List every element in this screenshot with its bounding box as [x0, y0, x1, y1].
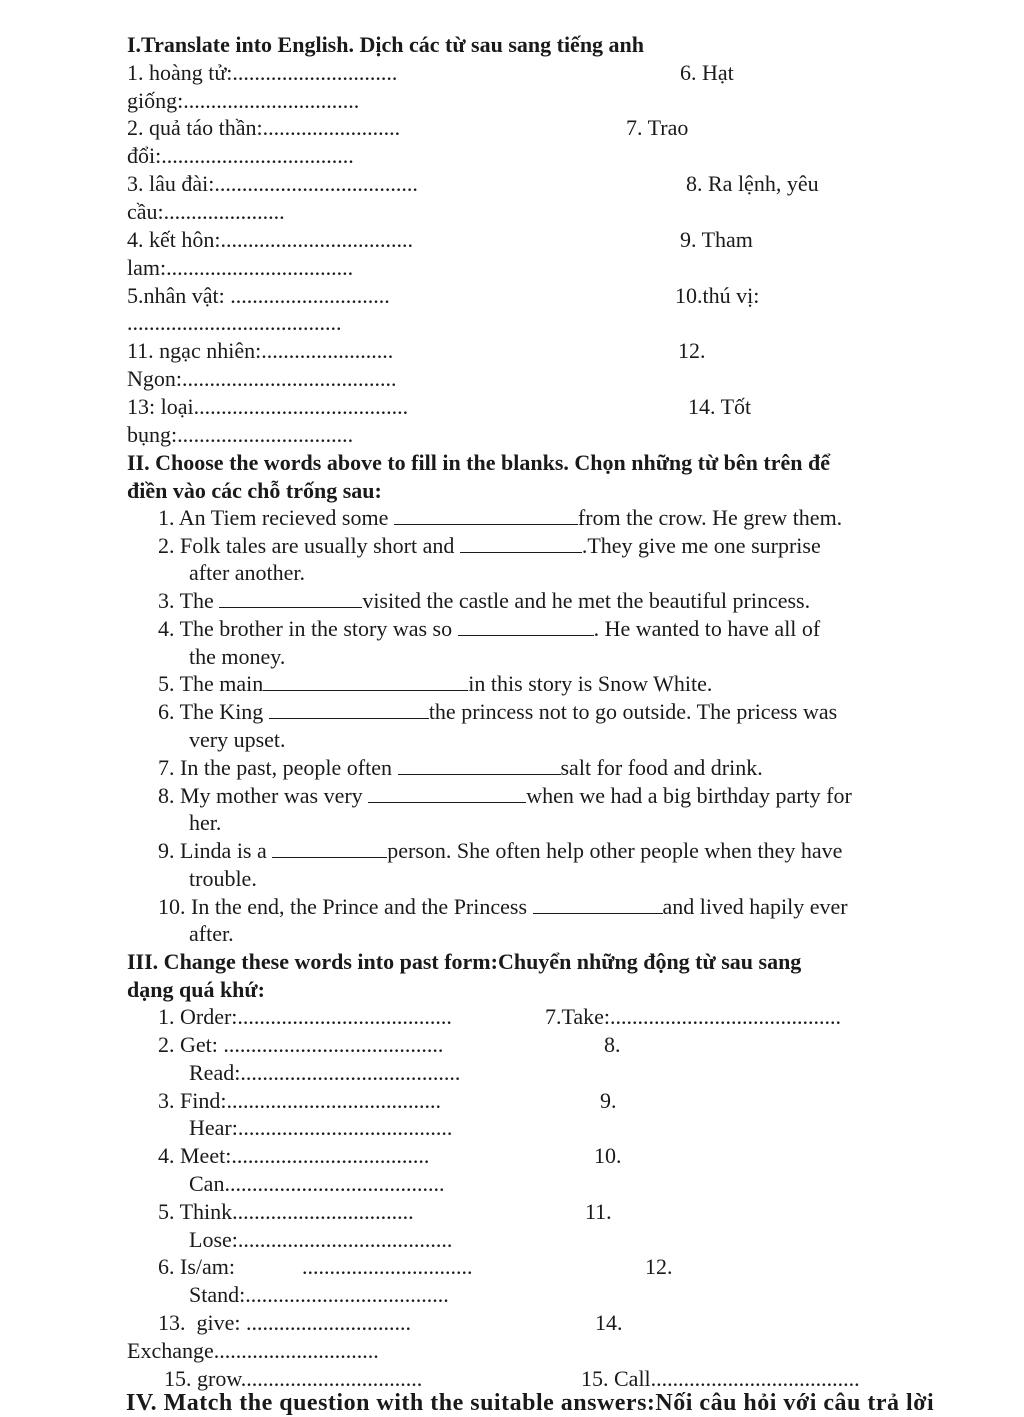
s2-item-3-blank[interactable] — [219, 587, 362, 608]
s3-row7-right: 14. — [595, 1310, 623, 1335]
s3-row1-left: 1. Order:....................................... — [158, 1004, 452, 1029]
section-3-title-line2: dạng quá khứ: — [127, 977, 265, 1002]
s1-row3-left: 3. lâu đài:..................................... — [127, 171, 418, 196]
s2-item-5-blank[interactable] — [263, 670, 468, 691]
s2-item-1: 1. An Tiem recieved some from the crow. He grew them. — [158, 505, 843, 530]
s1-row7-left: 13: loại....................................... — [127, 394, 409, 419]
s2-item-2: 2. Folk tales are usually short and .They give me one surprise — [158, 533, 821, 558]
s3-row1-right: 7.Take:.......................................... — [545, 1004, 842, 1029]
s1-row3-cont: cầu:...................... — [127, 199, 285, 224]
s1-row5-cont: ....................................... — [127, 310, 342, 335]
s1-row2-left: 2. quả táo thần:......................... — [127, 115, 401, 140]
s2-item-6-blank[interactable] — [269, 698, 429, 719]
s3-row4-cont: Can........................................ — [189, 1171, 445, 1196]
section-1-title: I.Translate into English. Dịch các từ sau sang tiếng anh — [127, 32, 645, 57]
s3-row6-left: 6. Is/am: — [158, 1254, 235, 1279]
s2-item-9-blank[interactable] — [272, 837, 387, 858]
s2-item-10-blank[interactable] — [533, 893, 663, 914]
s3-row3-right: 9. — [600, 1088, 617, 1113]
s2-item-4: 4. The brother in the story was so . He wanted to have all of — [158, 616, 821, 641]
s2-item-5: 5. The main in this story is Snow White. — [158, 671, 713, 696]
s2-item-10-cont: after. — [189, 921, 234, 946]
s1-row4-cont: lam:.................................. — [127, 255, 354, 280]
section-2-title-line2: điền vào các chỗ trống sau: — [127, 478, 382, 503]
s3-row7-left: 13. give: .............................. — [158, 1310, 411, 1335]
s2-item-4-blank[interactable] — [458, 615, 594, 636]
section-4-title-cut: IV. Match the question with the suitable answers:Nối câu hỏi với câu trả lời — [126, 1390, 935, 1416]
s3-row3-left: 3. Find:....................................... — [158, 1088, 441, 1113]
s1-row6-left: 11. ngạc nhiên:........................ — [127, 338, 394, 363]
s3-row2-left: 2. Get: ........................................ — [158, 1032, 444, 1057]
s3-row5-cont: Lose:....................................... — [189, 1227, 453, 1252]
s2-item-10: 10. In the end, the Prince and the Princess and lived hapily ever — [158, 894, 848, 919]
s3-row8-right: 15. Call...................................... — [581, 1366, 860, 1391]
s2-item-9: 9. Linda is a person. She often help other people when they have — [158, 838, 843, 863]
s1-row1-right: 6. Hạt — [680, 60, 734, 85]
s1-row7-right: 14. Tốt — [688, 394, 752, 419]
s2-item-2-cont: after another. — [189, 560, 306, 585]
s1-row2-cont: đổi:................................... — [127, 143, 354, 168]
s3-row5-right: 11. — [585, 1199, 612, 1224]
s2-item-4-cont: the money. — [189, 644, 286, 669]
s1-row1-left: 1. hoàng tử:.............................. — [127, 60, 398, 85]
s1-row5-left: 5.nhân vật: ............................. — [127, 283, 390, 308]
s3-row6-right: 12. — [645, 1254, 673, 1279]
s3-row3-cont: Hear:....................................... — [189, 1115, 453, 1140]
s3-row4-right: 10. — [594, 1143, 622, 1168]
s2-item-8-blank[interactable] — [368, 782, 526, 803]
s1-row4-right: 9. Tham — [680, 227, 753, 252]
s1-row7-cont: bụng:................................ — [127, 422, 354, 447]
s2-item-2-blank[interactable] — [460, 532, 582, 553]
s3-row2-cont: Read:........................................ — [189, 1060, 461, 1085]
s1-row5-right: 10.thú vị: — [675, 283, 760, 308]
s2-item-6-cont: very upset. — [189, 727, 286, 752]
section-2-title-line1: II. Choose the words above to fill in the blanks. Chọn những từ bên trên để — [127, 450, 831, 475]
s2-item-6: 6. The King the princess not to go outside. The pricess was — [158, 699, 838, 724]
s2-item-8-cont: her. — [189, 810, 222, 835]
s3-row7-cont: Exchange.............................. — [127, 1338, 379, 1363]
s3-row8-left: 15. grow................................. — [164, 1366, 423, 1391]
s2-item-7: 7. In the past, people often salt for food and drink. — [158, 755, 763, 780]
s2-item-1-blank[interactable] — [394, 504, 578, 525]
s3-row5-left: 5. Think................................. — [158, 1199, 414, 1224]
s3-row4-left: 4. Meet:.................................... — [158, 1143, 430, 1168]
s1-row3-right: 8. Ra lệnh, yêu — [686, 171, 819, 196]
s1-row4-left: 4. kết hôn:................................... — [127, 227, 413, 252]
s2-item-9-cont: trouble. — [189, 866, 257, 891]
s3-row2-right: 8. — [604, 1032, 621, 1057]
s2-item-3: 3. The visited the castle and he met the beautiful princess. — [158, 588, 811, 613]
s1-row6-right: 12. — [678, 338, 706, 363]
section-3-title-line1: III. Change these words into past form:Chuyển những động từ sau sang — [127, 949, 802, 974]
s3-row6-mid: ............................... — [302, 1254, 473, 1279]
s3-row6-cont: Stand:..................................... — [189, 1282, 449, 1307]
s2-item-7-blank[interactable] — [398, 754, 561, 775]
s1-row2-right: 7. Trao — [626, 115, 689, 140]
s1-row6-cont: Ngon:....................................... — [127, 366, 397, 391]
s1-row1-cont: giống:................................ — [127, 88, 360, 113]
s2-item-8: 8. My mother was very when we had a big birthday party for — [158, 783, 852, 808]
